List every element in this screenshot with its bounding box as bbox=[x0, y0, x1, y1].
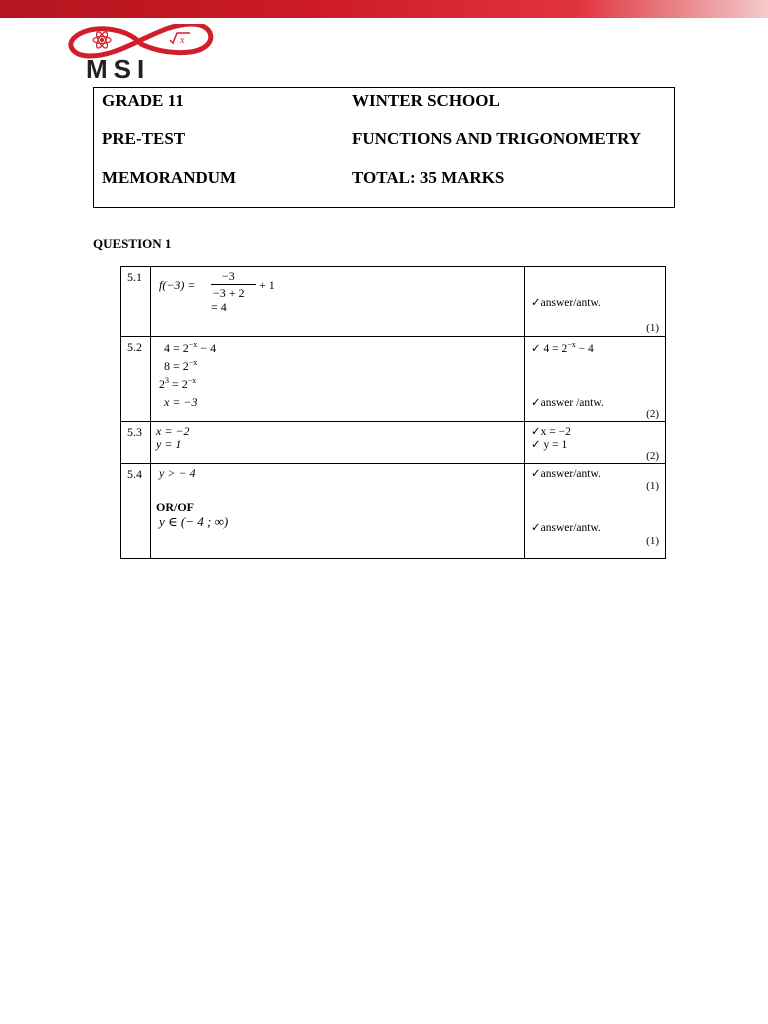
mark-points: (2) bbox=[646, 408, 659, 420]
work-line: x = −3 bbox=[164, 395, 198, 409]
header-box bbox=[93, 87, 675, 208]
work-line: f(−3) = bbox=[159, 278, 196, 292]
question-title: QUESTION 1 bbox=[93, 236, 172, 251]
mark-points: (2) bbox=[646, 450, 659, 462]
infinity-logo-icon bbox=[71, 24, 211, 56]
table-row bbox=[121, 267, 665, 337]
atom-icon bbox=[93, 30, 111, 49]
work-line: $2^3 = 2^{-x}$ bbox=[159, 376, 197, 391]
work-line: y > − 4 bbox=[159, 466, 196, 480]
msi-logo bbox=[66, 24, 216, 80]
mark-points: (1) bbox=[646, 480, 659, 492]
logo-text: MSI bbox=[86, 54, 151, 80]
test-label: PRE-TEST bbox=[102, 129, 186, 148]
sqrt-x-icon bbox=[170, 33, 190, 46]
question-number: 5.3 bbox=[127, 425, 142, 439]
question-number: 5.1 bbox=[127, 270, 142, 284]
table-row bbox=[121, 337, 665, 422]
mark-text: ✓x = −2 bbox=[531, 426, 571, 438]
top-red-bar bbox=[0, 0, 768, 18]
work-line: x = −2 bbox=[156, 424, 190, 438]
mark-text: ✓answer/antw. bbox=[531, 297, 601, 309]
table-row bbox=[121, 422, 665, 464]
or-label: OR/OF bbox=[156, 500, 194, 514]
work-line: y ∈ (− 4 ; ∞) bbox=[159, 514, 229, 529]
question-number: 5.2 bbox=[127, 340, 142, 354]
work-line: $8 = 2^{-x}$ bbox=[164, 358, 198, 373]
total-label: TOTAL: 35 MARKS bbox=[352, 168, 505, 187]
mark-text: ✓answer /antw. bbox=[531, 397, 604, 409]
subject-label: FUNCTIONS AND TRIGONOMETRY bbox=[352, 129, 642, 148]
mark-text: ✓ y = 1 bbox=[531, 439, 568, 451]
fraction-numerator: −3 bbox=[222, 269, 235, 283]
work-line: = 4 bbox=[211, 300, 227, 314]
grade-label: GRADE 11 bbox=[102, 91, 184, 110]
memo-label: MEMORANDUM bbox=[102, 168, 237, 187]
mark-points: (1) bbox=[646, 322, 659, 334]
work-line: + 1 bbox=[259, 278, 275, 292]
memo-table bbox=[120, 266, 666, 559]
mark-points: (1) bbox=[646, 535, 659, 547]
svg-text:x: x bbox=[180, 35, 185, 46]
fraction-denominator: −3 + 2 bbox=[213, 286, 245, 300]
table-row bbox=[121, 464, 665, 559]
mark-text: ✓answer/antw. bbox=[531, 522, 601, 534]
mark-text: ✓ $4 = 2^{-x} - 4$ bbox=[531, 340, 594, 355]
question-number: 5.4 bbox=[127, 467, 142, 481]
work-line: $4 = 2^{-x} - 4$ bbox=[164, 340, 217, 355]
mark-text: ✓answer/antw. bbox=[531, 468, 601, 480]
school-label: WINTER SCHOOL bbox=[352, 91, 500, 110]
work-line: y = 1 bbox=[156, 437, 182, 451]
